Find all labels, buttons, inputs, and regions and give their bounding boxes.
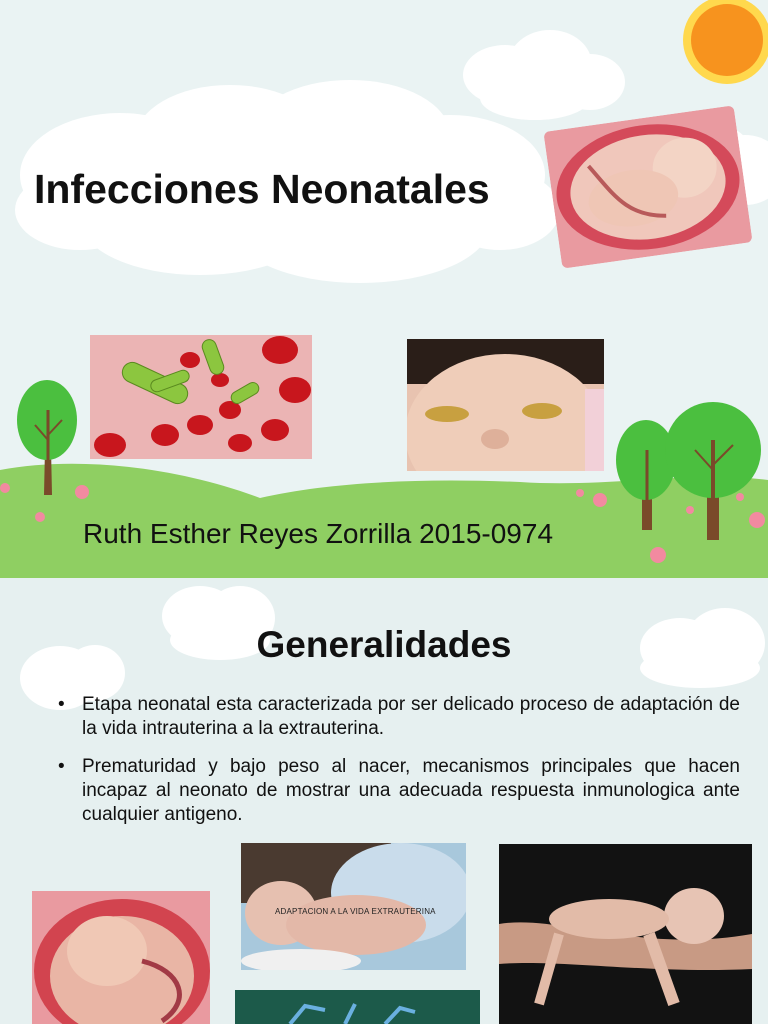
content-slide [0, 578, 768, 1024]
image-caption: ADAPTACION A LA VIDA EXTRAUTERINA [275, 907, 436, 916]
cloud-icon [463, 30, 625, 120]
bullet-symbol: • [58, 694, 65, 715]
premature-baby-on-hand-photo [499, 844, 752, 1024]
fetus-photo [32, 891, 210, 1024]
bullet-text: Prematuridad y bajo peso al nacer, mecanismos principales que hacen incapaz al neonato de mostrar una adecuada respuesta inmunologica ante cualquier antigeno. [82, 756, 740, 825]
bullet-item [58, 693, 740, 741]
bullet-list [58, 693, 740, 841]
antibody-photo [235, 990, 480, 1024]
bullet-item [58, 755, 740, 827]
bullet-text: Etapa neonatal esta caracterizada por ser delicado proceso de adaptación de la vida intrauterina a la extrauterina. [82, 694, 740, 739]
newborn-delivery-photo [241, 843, 466, 970]
bacteria-blood-cells-photo [90, 335, 312, 459]
sun-icon [683, 0, 768, 84]
author-line: Ruth Esther Reyes Zorrilla 2015-0974 [83, 518, 554, 549]
newborn-eye-infection-photo [407, 339, 604, 471]
slide-heading: Generalidades [256, 624, 512, 665]
slide-title: Infecciones Neonatales [34, 166, 490, 212]
fetus-in-womb-photo [543, 105, 752, 268]
bullet-symbol: • [58, 756, 65, 777]
